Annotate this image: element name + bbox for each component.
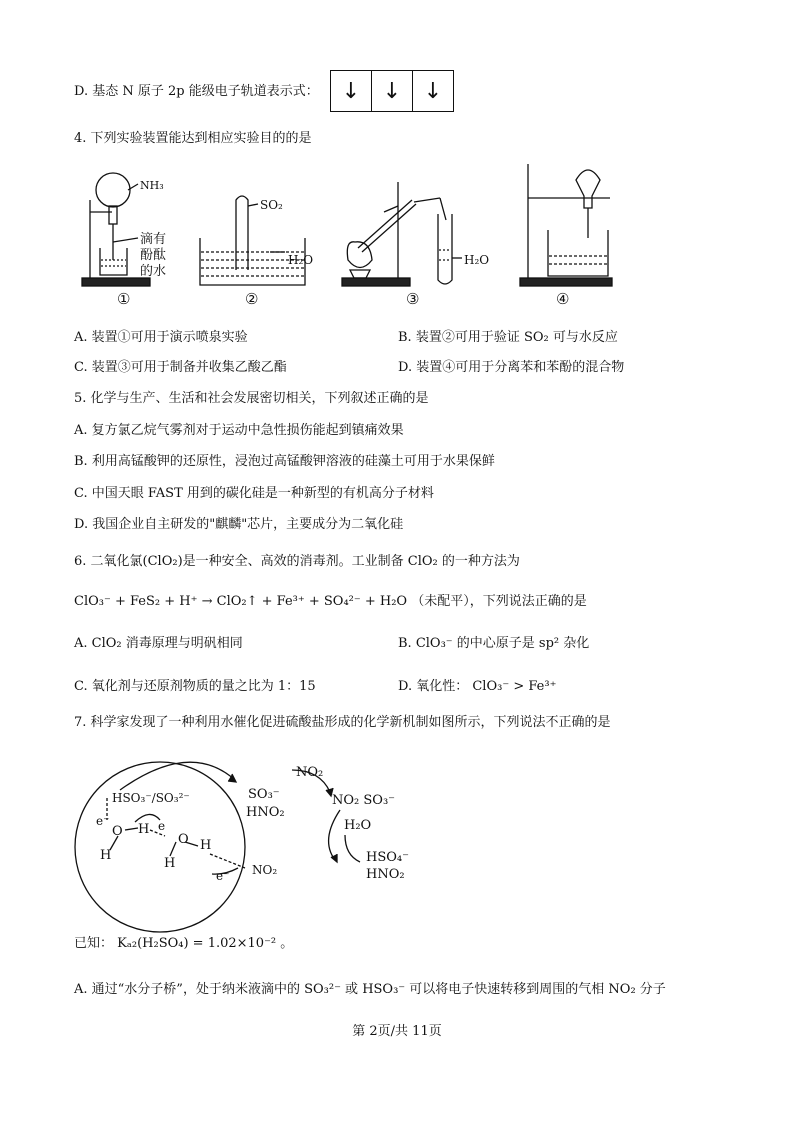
label-electron-1: e⁻ [96,814,110,828]
question-7-stem: 7. 科学家发现了一种利用水催化促进硫酸盐形成的化学新机制如图所示，下列说法不正确的是 [74,715,611,730]
label-hso3-so3: HSO₃⁻/SO₃²⁻ [112,791,190,805]
mechanism-diagram [0,750,794,930]
question-6-equation: ClO₃⁻ + FeS₂ + H⁺ → ClO₂↑ + Fe³⁺ + SO₄²⁻ + H₂O （未配平），下列说法正确的是 [74,594,587,609]
option-5c: C. 中国天眼 FAST 用到的碳化硅是一种新型的有机高分子材料 [74,486,434,501]
apparatus-2 [200,196,305,285]
label-h2o: H₂O [344,818,372,833]
figure-number-3: ③ [406,290,420,308]
question-5-stem: 5. 化学与生产、生活和社会发展密切相关，下列叙述正确的是 [74,391,429,406]
label-nh3: NH₃ [140,179,164,192]
option-4b: B. 装置②可用于验证 SO₂ 可与水反应 [398,330,618,345]
figure-number-4: ④ [556,290,570,308]
label-h3: H [164,856,176,871]
label-h2o-3: H₂O [464,253,490,267]
label-no2-in: NO₂ [252,863,278,877]
orbital-box-3: ↓ [423,78,443,104]
label-electron-2: e [158,819,166,833]
orbital-box-1: ↓ [331,71,372,111]
option-6d: D. 氧化性： ClO₃⁻ > Fe³⁺ [398,679,557,694]
label-hno2-a: HNO₂ [246,805,285,820]
figure-number-1: ① [117,290,131,308]
label-hno2-b: HNO₂ [366,867,405,882]
known-condition: 已知： Kₐ₂(H₂SO₄) = 1.02×10⁻² 。 [74,936,294,951]
page-footer: 第 2页/共 11页 [352,1024,442,1039]
option-7a: A. 通过“水分子桥”，处于纳米液滴中的 SO₃²⁻ 或 HSO₃⁻ 可以将电子快速转移到周围的气相 NO₂ 分子 [74,982,666,997]
label-no2-top: NO₂ [296,765,324,780]
option-6b: B. ClO₃⁻ 的中心原子是 sp² 杂化 [398,636,590,651]
label-electron-3: e⁻ [216,869,230,883]
apparatus-3 [342,182,462,286]
label-drop-2: 酚酞 [140,248,167,263]
option-4d: D. 装置④可用于分离苯和苯酚的混合物 [398,360,625,375]
label-drop-3: 的水 [140,264,167,279]
figure-number-2: ② [245,290,259,308]
question-6-stem: 6. 二氧化氯(ClO₂)是一种安全、高效的消毒剂。工业制备 ClO₂ 的一种方法为 [74,554,520,569]
orbital-diagram [330,70,454,112]
label-hso4: HSO₄⁻ [366,850,409,865]
label-h2o-2: H₂O [288,253,314,267]
apparatus-4 [520,164,612,286]
option-5b: B. 利用高锰酸钾的还原性，浸泡过高锰酸钾溶液的硅藻土可用于水果保鲜 [74,454,495,469]
label-h4: H [200,838,212,853]
orbital-box-2: ↓ [372,71,413,111]
label-o1: O [112,824,123,839]
option-5a: A. 复方氯乙烷气雾剂对于运动中急性损伤能起到镇痛效果 [74,423,404,438]
label-drop-1: 滴有 [140,232,167,247]
label-h1: H [138,822,150,837]
option-4c: C. 装置③可用于制备并收集乙酸乙酯 [74,360,287,375]
option-6a: A. ClO₂ 消毒原理与明矾相同 [74,636,243,651]
label-h2: H [100,848,112,863]
label-no2-so3: NO₂ SO₃⁻ [332,793,396,808]
option-5d: D. 我国企业自主研发的"麒麟"芯片，主要成分为二氧化硅 [74,517,404,532]
question-4-stem: 4. 下列实验装置能达到相应实验目的的是 [74,131,312,146]
option-6c: C. 氧化剂与还原剂物质的量之比为 1：15 [74,679,316,694]
label-so2: SO₂ [260,198,283,212]
option-3d: D. 基态 N 原子 2p 能级电子轨道表示式： [74,84,319,99]
label-so3-radical: SO₃⁻ [248,787,280,802]
label-o2: O [178,832,189,847]
option-4a: A. 装置①可用于演示喷泉实验 [74,330,248,345]
